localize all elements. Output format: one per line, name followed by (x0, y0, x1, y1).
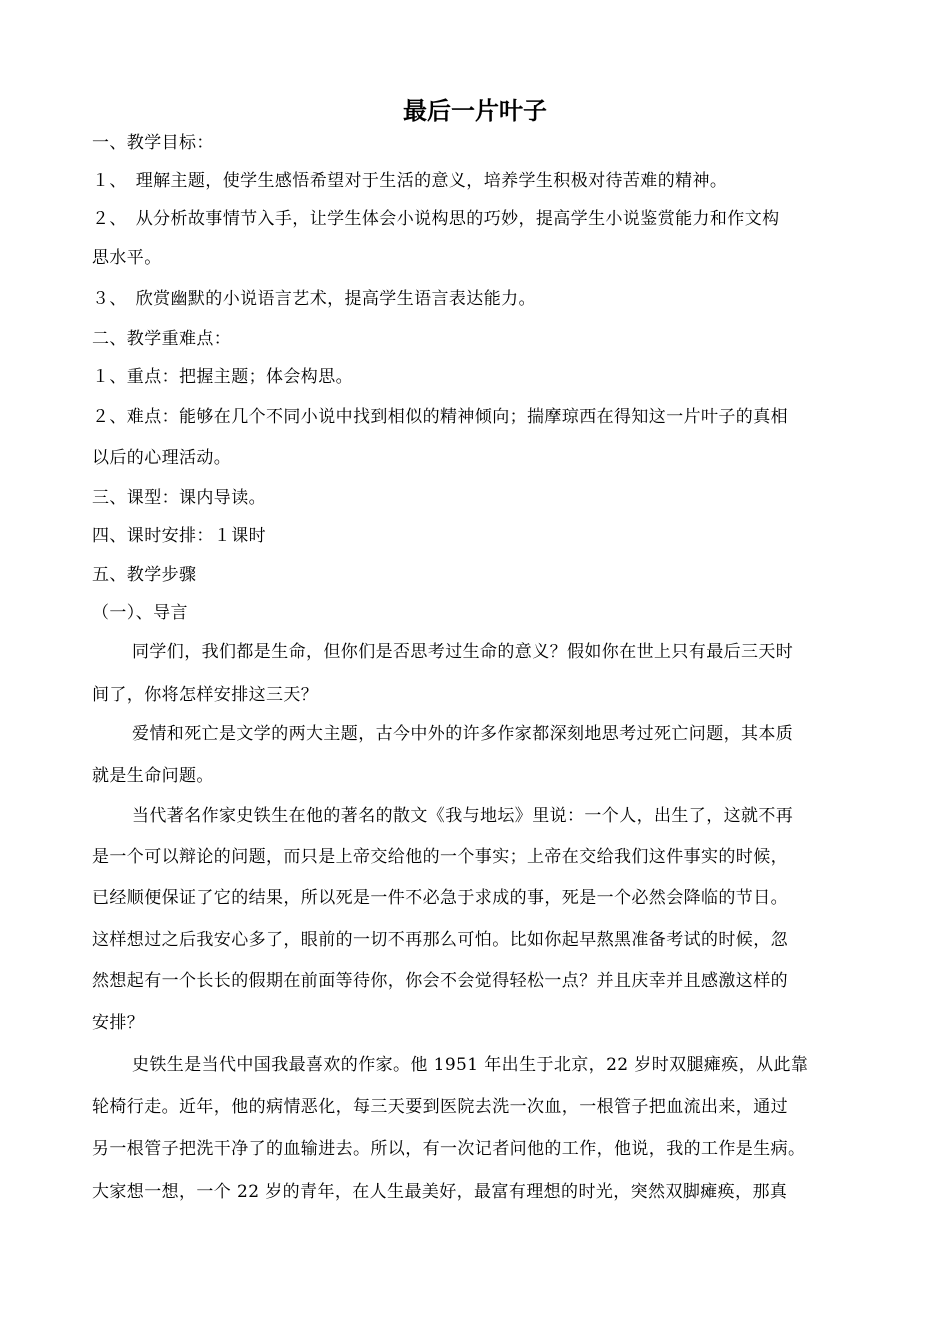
paragraph-2-line-2: 就是生命问题。 (92, 766, 214, 786)
objective-item-2-cont: 思水平。 (92, 248, 162, 268)
section-heading-steps: 五、教学步骤 (92, 565, 197, 585)
paragraph-3-line-2: 是一个可以辩论的问题，而只是上帝交给他的一个事实；上帝在交给我们这件事实的时候， (92, 847, 788, 867)
section-heading-schedule: 四、课时安排：１课时 (92, 526, 266, 546)
paragraph-1-line-2: 间了，你将怎样安排这三天？ (92, 685, 319, 705)
paragraph-3-line-1: 当代著名作家史铁生在他的著名的散文《我与地坛》里说：一个人，出生了，这就不再 (132, 806, 794, 826)
paragraph-4-line-1: 史铁生是当代中国我最喜欢的作家。他 1951 年出生于北京，22 岁时双腿瘫痪，从此靠 (132, 1055, 809, 1075)
section-heading-lesson-type: 三、课型：课内导读。 (92, 488, 266, 508)
paragraph-4-line-4: 大家想一想，一个 22 岁的青年，在人生最美好，最富有理想的时光，突然双脚瘫痪，那真 (92, 1182, 788, 1202)
paragraph-3-line-6: 安排？ (92, 1013, 145, 1033)
subsection-heading-intro: （一）、导言 (92, 603, 188, 623)
paragraph-3-line-3: 已经顺便保证了它的结果，所以死是一件不必急于求成的事，死是一个必然会降临的节日。 (92, 888, 788, 908)
paragraph-1-line-1: 同学们，我们都是生命，但你们是否思考过生命的意义？假如你在世上只有最后三天时 (132, 642, 794, 662)
paragraph-3-line-5: 然想起有一个长长的假期在前面等待你，你会不会觉得轻松一点？并且庆幸并且感激这样的 (92, 971, 788, 991)
objective-item-2: ２、 从分析故事情节入手，让学生体会小说构思的巧妙，提高学生小说鉴赏能力和作文构 (92, 209, 780, 229)
section-heading-keypoints: 二、教学重难点： (92, 329, 232, 349)
section-heading-objectives: 一、教学目标： (92, 133, 214, 153)
keypoint-item-1: １、重点：把握主题；体会构思。 (92, 367, 353, 387)
paragraph-4-line-3: 另一根管子把洗干净了的血输进去。所以，有一次记者问他的工作，他说，我的工作是生病。 (92, 1139, 806, 1159)
paragraph-4-line-2: 轮椅行走。近年，他的病情恶化，每三天要到医院去洗一次血，一根管子把血流出来，通过 (92, 1097, 788, 1117)
document-title: 最后一片叶子 (403, 97, 547, 125)
paragraph-2-line-1: 爱情和死亡是文学的两大主题，古今中外的许多作家都深刻地思考过死亡问题，其本质 (132, 724, 794, 744)
objective-item-1: １、 理解主题，使学生感悟希望对于生活的意义，培养学生积极对待苦难的精神。 (92, 171, 728, 191)
keypoint-item-2: ２、难点：能够在几个不同小说中找到相似的精神倾向；揣摩琼西在得知这一片叶子的真相 (92, 407, 788, 427)
paragraph-3-line-4: 这样想过之后我安心多了，眼前的一切不再那么可怕。比如你起早熬黑准备考试的时候，忽 (92, 930, 788, 950)
objective-item-3: ３、 欣赏幽默的小说语言艺术，提高学生语言表达能力。 (92, 289, 536, 309)
keypoint-item-2-cont: 以后的心理活动。 (92, 448, 232, 468)
